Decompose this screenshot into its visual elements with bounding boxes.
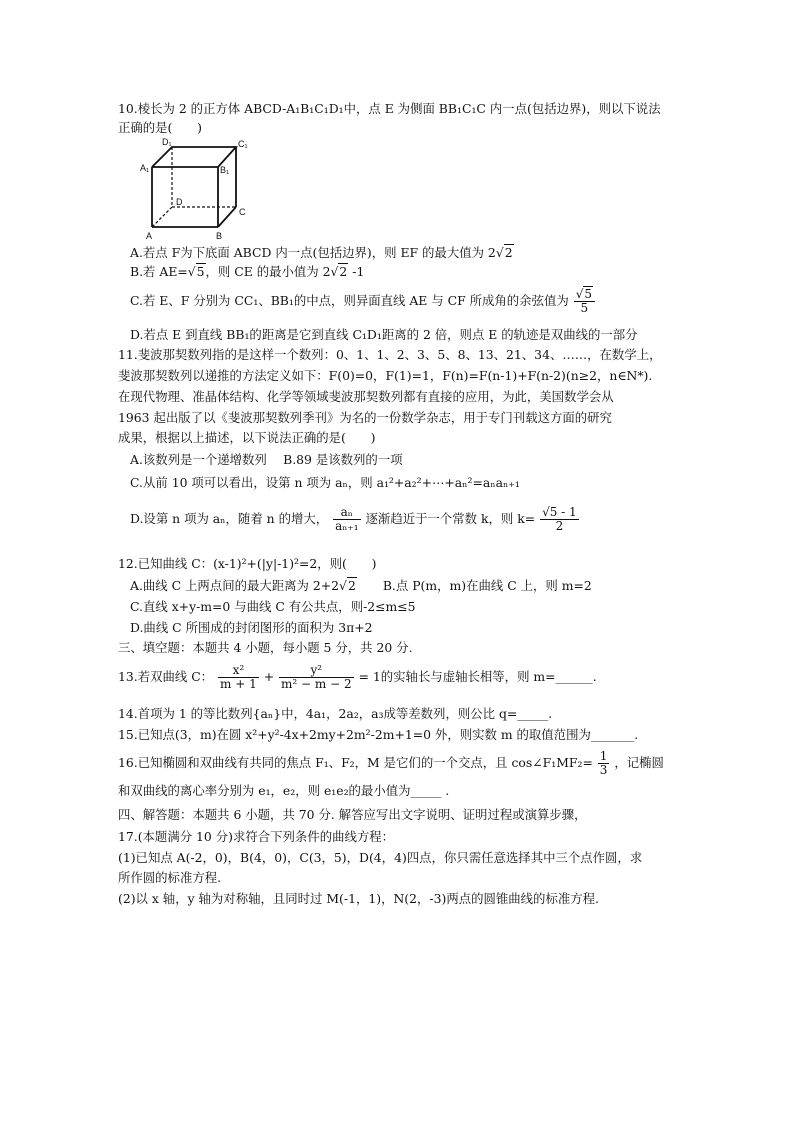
q14: 14.首项为 1 的等比数列{aₙ}中，4a₁，2a₂，a₃成等差数列，则公比 q=_____. — [118, 706, 553, 721]
q13: 13.若双曲线 C： $\frac{\text{x²}}{m + 1}$ + $\frac{\text{y²}}{\text{m² − m − 2}}$ = 1的实轴长与虚轴长相等，则 m=______. — [118, 663, 597, 691]
sqrt-symbol: √2 — [495, 245, 513, 260]
section3-heading: 三、填空题：本题共 4 小题，每小题 5 分，共 20 分. — [118, 640, 413, 655]
q17-line1: 17.(本题满分 10 分)求符合下列条件的曲线方程： — [118, 829, 395, 844]
label-a: A — [146, 231, 153, 241]
label-c: C — [239, 207, 246, 217]
q11-line4: 1963 起出版了以《斐波那契数列季刊》为名的一份数学杂志，用于专门刊载这方面的研究 — [118, 410, 612, 425]
q16-line2: 和双曲线的离心率分别为 e₁，e₂，则 e₁e₂的最小值为_____ . — [118, 783, 450, 798]
q11-option-c: C.从前 10 项可以看出，设第 n 项为 aₙ，则 a₁²+a₂²+⋯+aₙ²=aₙaₙ₊₁ — [130, 475, 520, 490]
label-d1: D₁ — [162, 137, 172, 147]
label-c1: C₁ — [238, 139, 248, 149]
q17-line3: 所作圆的标准方程. — [118, 870, 222, 885]
q15: 15.已知点(3，m)在圆 x²+y²-4x+2my+2m²-2m+1=0 外，则实数 m 的取值范围为_______. — [118, 727, 639, 742]
label-d: D — [176, 197, 183, 207]
q10-stem-line2: 正确的是( ) — [118, 120, 203, 135]
q10-stem-line1: 10.棱长为 2 的正方体 ABCD-A₁B₁C₁D₁中，点 E 为侧面 BB₁C₁C 内一点(包括边界)，则以下说法 — [118, 101, 661, 116]
q16-line1: 16.已知椭圆和双曲线有共同的焦点 F₁、F₂，M 是它们的一个交点，且 cos∠F₁MF₂= $\frac{1}{3}$ ，记椭圆 — [118, 749, 664, 777]
q11-line1: 11.斐波那契数列指的是这样一个数列：0、1、1、2、3、5、8、13、21、34、……，在数学上， — [118, 347, 662, 362]
label-b1: B₁ — [220, 165, 230, 175]
q12-option-ab: A.曲线 C 上两点间的最大距离为 2+2√2 B.点 P(m，m)在曲线 C 上，则 m=2 — [130, 578, 592, 593]
q11-option-ab: A.该数列是一个递增数列 B.89 是该数列的一项 — [130, 452, 403, 467]
q10-option-a: A.若点 F为下底面 ABCD 内一点(包括边界)，则 EF 的最大值为 2√2 — [130, 245, 513, 260]
q11-line5: 成果，根据以上描述，以下说法正确的是( ) — [118, 430, 376, 445]
label-a1: A₁ — [140, 163, 150, 173]
q12-option-c: C.直线 x+y-m=0 与曲线 C 有公共点，则-2≤m≤5 — [130, 599, 416, 614]
q12-stem: 12.已知曲线 C：(x-1)²+(|y|-1)²=2，则( ) — [118, 556, 377, 571]
section4-heading: 四、解答题：本题共 6 小题，共 70 分. 解答应写出文字说明、证明过程或演算步骤， — [118, 807, 587, 822]
label-b: B — [216, 231, 223, 241]
fraction: $\frac{√5}{5}$ — [574, 288, 595, 315]
q17-line4: (2)以 x 轴，y 轴为对称轴，且同时过 M(-1，1)，N(2，-3)两点的圆锥曲线的标准方程. — [118, 891, 599, 906]
q11-line2: 斐波那契数列以递推的方法定义如下：F(0)=0，F(1)=1，F(n)=F(n-1)+F(n-2)(n≥2，n∈N*). — [118, 368, 653, 383]
q10-option-c: C.若 E、F 分别为 CC₁、BB₁的中点，则异面直线 AE 与 CF 所成角的余弦值为 $\frac{√5}{5}$ — [130, 288, 596, 315]
q10-option-d: D.若点 E 到直线 BB₁的距离是它到直线 C₁D₁距离的 2 倍，则点 E 的轨迹是双曲线的一部分 — [130, 327, 638, 342]
q10-option-b: B.若 AE=√5，则 CE 的最小值为 2√2 -1 — [130, 264, 365, 279]
q17-line2: (1)已知点 A(-2，0)，B(4，0)，C(3，5)，D(4，4)四点，你只需任意选择其中三个点作圆，求 — [118, 850, 643, 865]
q11-line3: 在现代物理、准晶体结构、化学等领域斐波那契数列都有直接的应用，为此，美国数学会从 — [118, 389, 614, 404]
q12-option-d: D.曲线 C 所围成的封闭图形的面积为 3π+2 — [130, 620, 373, 635]
q11-option-d: D.设第 n 项为 aₙ，随着 n 的增大， $\frac{\text{aₙ}}{\text{aₙ₊₁}}$ 逐渐趋近于一个常数 k，则 k= $\frac{√5 - 1}{2}$ — [130, 505, 577, 533]
cube-figure — [140, 137, 252, 241]
